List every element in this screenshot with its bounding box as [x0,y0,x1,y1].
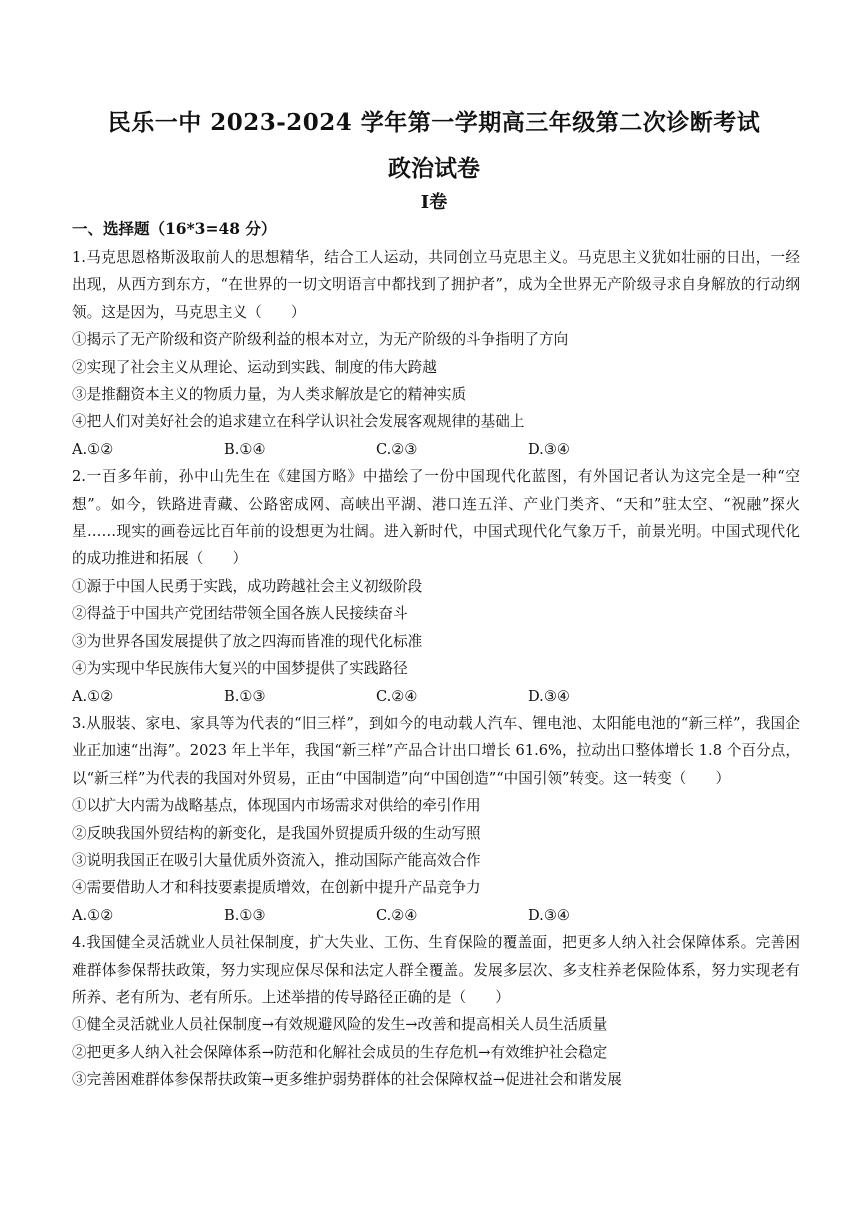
answer-choices [72,436,800,463]
answer-choice-b: B.①④ [224,440,266,458]
question-stem: 4.我国健全灵活就业人员社保制度，扩大失业、工伤、生育保险的覆盖面，把更多人纳入社会保障体系。完善困难群体参保帮扶政策，努力实现应保尽保和法定人群全覆盖。发展多层次、多支柱养老保险体系，努力实现老有所养、老有所为、老有所乐。上述举措的传导路径正确的是（ ） [72,934,800,1006]
answer-choice-a: A.①② [72,687,114,705]
statement-option: ②实现了社会主义从理论、运动到实践、制度的伟大跨越 [72,358,437,376]
statement-option: ④把人们对美好社会的追求建立在科学认识社会发展客观规律的基础上 [72,413,525,431]
question-4 [72,929,800,1093]
volume-label: Ⅰ卷 [420,192,448,213]
statement-option: ④为实现中华民族伟大复兴的中国梦提供了实践路径 [72,660,408,678]
statement-option: ②反映我国外贸结构的新变化，是我国外贸提质升级的生动写照 [72,824,481,842]
answer-choice-b: B.①③ [224,687,266,705]
statement-option: ③完善困难群体参保帮扶政策→更多维护弱势群体的社会保障权益→促进社会和谐发展 [72,1071,622,1089]
question-3 [72,710,800,929]
answer-choice-c: C.②④ [376,687,418,705]
answer-choices [72,683,800,710]
statement-option: ③为世界各国发展提供了放之四海而皆准的现代化标准 [72,632,423,650]
exam-title: 民乐一中 2023-2024 学年第一学期高三年级第二次诊断考试 [107,109,761,136]
statement-option: ①以扩大内需为战略基点，体现国内市场需求对供给的牵引作用 [72,797,481,815]
answer-choices [72,902,800,929]
answer-choice-d: D.③④ [528,906,570,924]
statement-option: ①源于中国人民勇于实践，成功跨越社会主义初级阶段 [72,577,423,595]
statement-option: ④需要借助人才和科技要素提质增效，在创新中提升产品竞争力 [72,879,481,897]
statement-option: ①健全灵活就业人员社保制度→有效规避风险的发生→改善和提高相关人员生活质量 [72,1016,608,1034]
question-1 [72,244,800,463]
answer-choice-b: B.①③ [224,906,266,924]
answer-choice-d: D.③④ [528,687,570,705]
question-stem: 3.从服装、家电、家具等为代表的“旧三样”，到如今的电动载人汽车、锂电池、太阳能电池的“新三样”，我国企业正加速“出海”。2023 年上半年，我国“新三样”产品合计出口增长 61.6%，拉动出口整体增长 1.8 个百分点，以“新三样”为代表的我国对外贸易，正由“中国制造”向“中国创造”“中国引领”转变。这一转变（ ） [72,714,800,787]
question-list [72,244,800,1094]
exam-subject: 政治试卷 [388,155,480,182]
statement-option: ②把更多人纳入社会保障体系→防范和化解社会成员的生存危机→有效维护社会稳定 [72,1043,608,1061]
statement-option: ②得益于中国共产党团结带领全国各族人民接续奋斗 [72,605,408,623]
question-stem: 2.一百多年前，孙中山先生在《建国方略》中描绘了一份中国现代化蓝图，有外国记者认为这完全是一种“空想”。如今，铁路进青藏、公路密成网、高峡出平湖、港口连五洋、产业门类齐、“天和”驻太空、“祝融”探火星……现实的画卷远比百年前的设想更为壮阔。进入新时代，中国式现代化气象万千，前景光明。中国式现代化的成功推进和拓展（ ） [72,468,800,568]
question-2 [72,463,800,710]
answer-choice-d: D.③④ [528,440,570,458]
statement-option: ③说明我国正在吸引大量优质外资流入，推动国际产能高效合作 [72,851,481,869]
section-heading: 一、选择题（16*3=48 分） [72,219,277,238]
answer-choice-c: C.②③ [376,440,418,458]
statement-option: ③是推翻资本主义的物质力量，为人类求解放是它的精神实质 [72,386,467,404]
answer-choice-c: C.②④ [376,906,418,924]
answer-choice-a: A.①② [72,440,114,458]
question-stem: 1.马克思恩格斯汲取前人的思想精华，结合工人运动，共同创立马克思主义。马克思主义犹如壮丽的日出，一经出现，从西方到东方，“在世界的一切文明语言中都找到了拥护者”，成为全世界无产阶级寻求自身解放的行动纲领。这是因为，马克思主义（ ） [72,249,800,321]
statement-option: ①揭示了无产阶级和资产阶级利益的根本对立，为无产阶级的斗争指明了方向 [72,331,569,349]
answer-choice-a: A.①② [72,906,114,924]
